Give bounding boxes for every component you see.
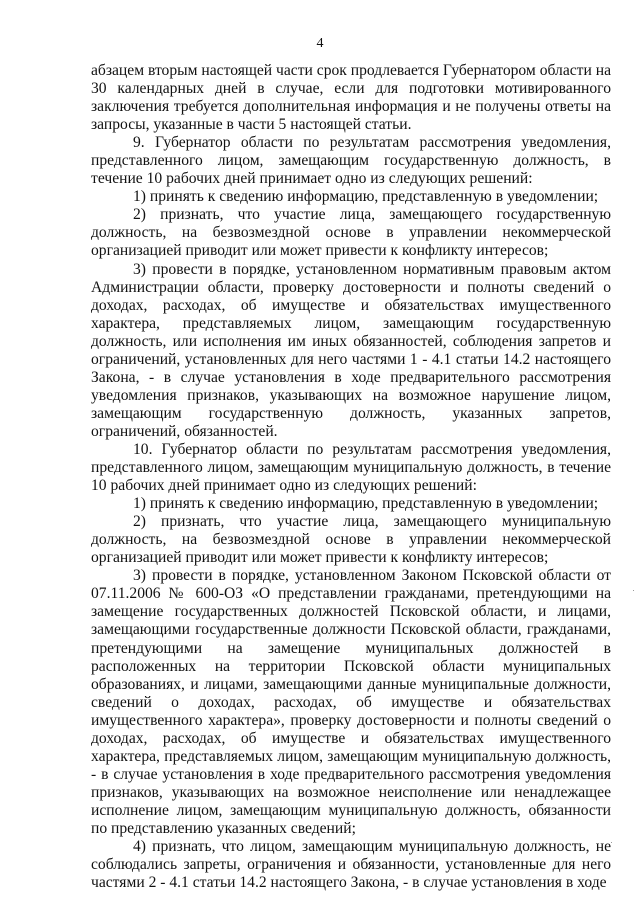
- document-body: [91, 62, 611, 892]
- paragraph-item-9-2: 2) признать, что участие лица, замещающего государственную должность, на безвозмездной основе в управлении некоммерческой организацией приводит или может привести к конфликту интересов;: [91, 206, 611, 260]
- paragraph-item-10-2: 2) признать, что участие лица, замещающего муниципальную должность, на безвозмездной основе в управлении некоммерческой организацией приводит или может привести к конфликту интересов;: [91, 513, 611, 567]
- paragraph-item-9: 9. Губернатор области по результатам рассмотрения уведомления, представленного лицом, замещающим государственную должность, в течение 10 рабочих дней принимает одно из следующих решений:: [91, 134, 611, 188]
- paragraph-item-10-3: 3) провести в порядке, установленном Законом Псковской области от 07.11.2006 № 600-ОЗ «О представлении гражданами, претендующими на замещение государственных должностей Псковской области, и лицами, замещающими государственные должности Псковской области, гражданами, претендующими на замещение муниципальных должностей в расположенных на территории Псковской области муниципальных образованиях, и лицами, замещающими данные муниципальные должности, сведений о доходах, расходах, об имуществе и обязательствах имущественного характера», проверку достоверности и полноты сведений о доходах, расходах, об имуществе и обязательствах имущественного характера, представляемых лицом, замещающим муниципальную должность, - в случае установления в ходе предварительного рассмотрения уведомления признаков, указывающих на возможное неисполнение или ненадлежащее исполнение лицом, замещающим муниципальную должность, обязанности по представлению указанных сведений;: [91, 567, 611, 837]
- page-number: 4: [316, 36, 324, 51]
- paragraph-continuation: абзацем вторым настоящей части срок продлевается Губернатором области на 30 календарных дней в случае, если для подготовки мотивированного заключения требуется дополнительная информация и не получены ответы на запросы, указанные в части 5 настоящей статьи.: [91, 62, 611, 134]
- paragraph-item-9-3: 3) провести в порядке, установленном нормативным правовым актом Администрации области, проверку достоверности и полноты сведений о доходах, расходах, об имуществе и обязательствах имущественного характера, представляемых лицом, замещающим государственную должность, или исполнения им иных обязанностей, соблюдения запретов и ограничений, установленных для него частями 1 - 4.1 статьи 14.2 настоящего Закона, - в случае установления в ходе предварительного рассмотрения уведомления признаков, указывающих на возможное нарушение лицом, замещающим государственную должность, указанных запретов, ограничений, обязанностей.: [91, 260, 611, 440]
- scan-speck: [633, 590, 634, 591]
- paragraph-item-10: 10. Губернатор области по результатам рассмотрения уведомления, представленного лицом, замещающим муниципальную должность, в течение 10 рабочих дней принимает одно из следующих решений:: [91, 440, 611, 495]
- scan-speck: [611, 842, 612, 843]
- paragraph-item-10-4: 4) признать, что лицом, замещающим муниципальную должность, не соблюдались запреты, ограничения и обязанности, установленные для него частями 2 - 4.1 статьи 14.2 настоящего Закона, - в случае установления в ходе: [91, 838, 611, 892]
- paragraph-item-9-1: 1) принять к сведению информацию, представленную в уведомлении;: [133, 188, 599, 206]
- paragraph-item-10-1: 1) принять к сведению информацию, представленную в уведомлении;: [133, 495, 599, 513]
